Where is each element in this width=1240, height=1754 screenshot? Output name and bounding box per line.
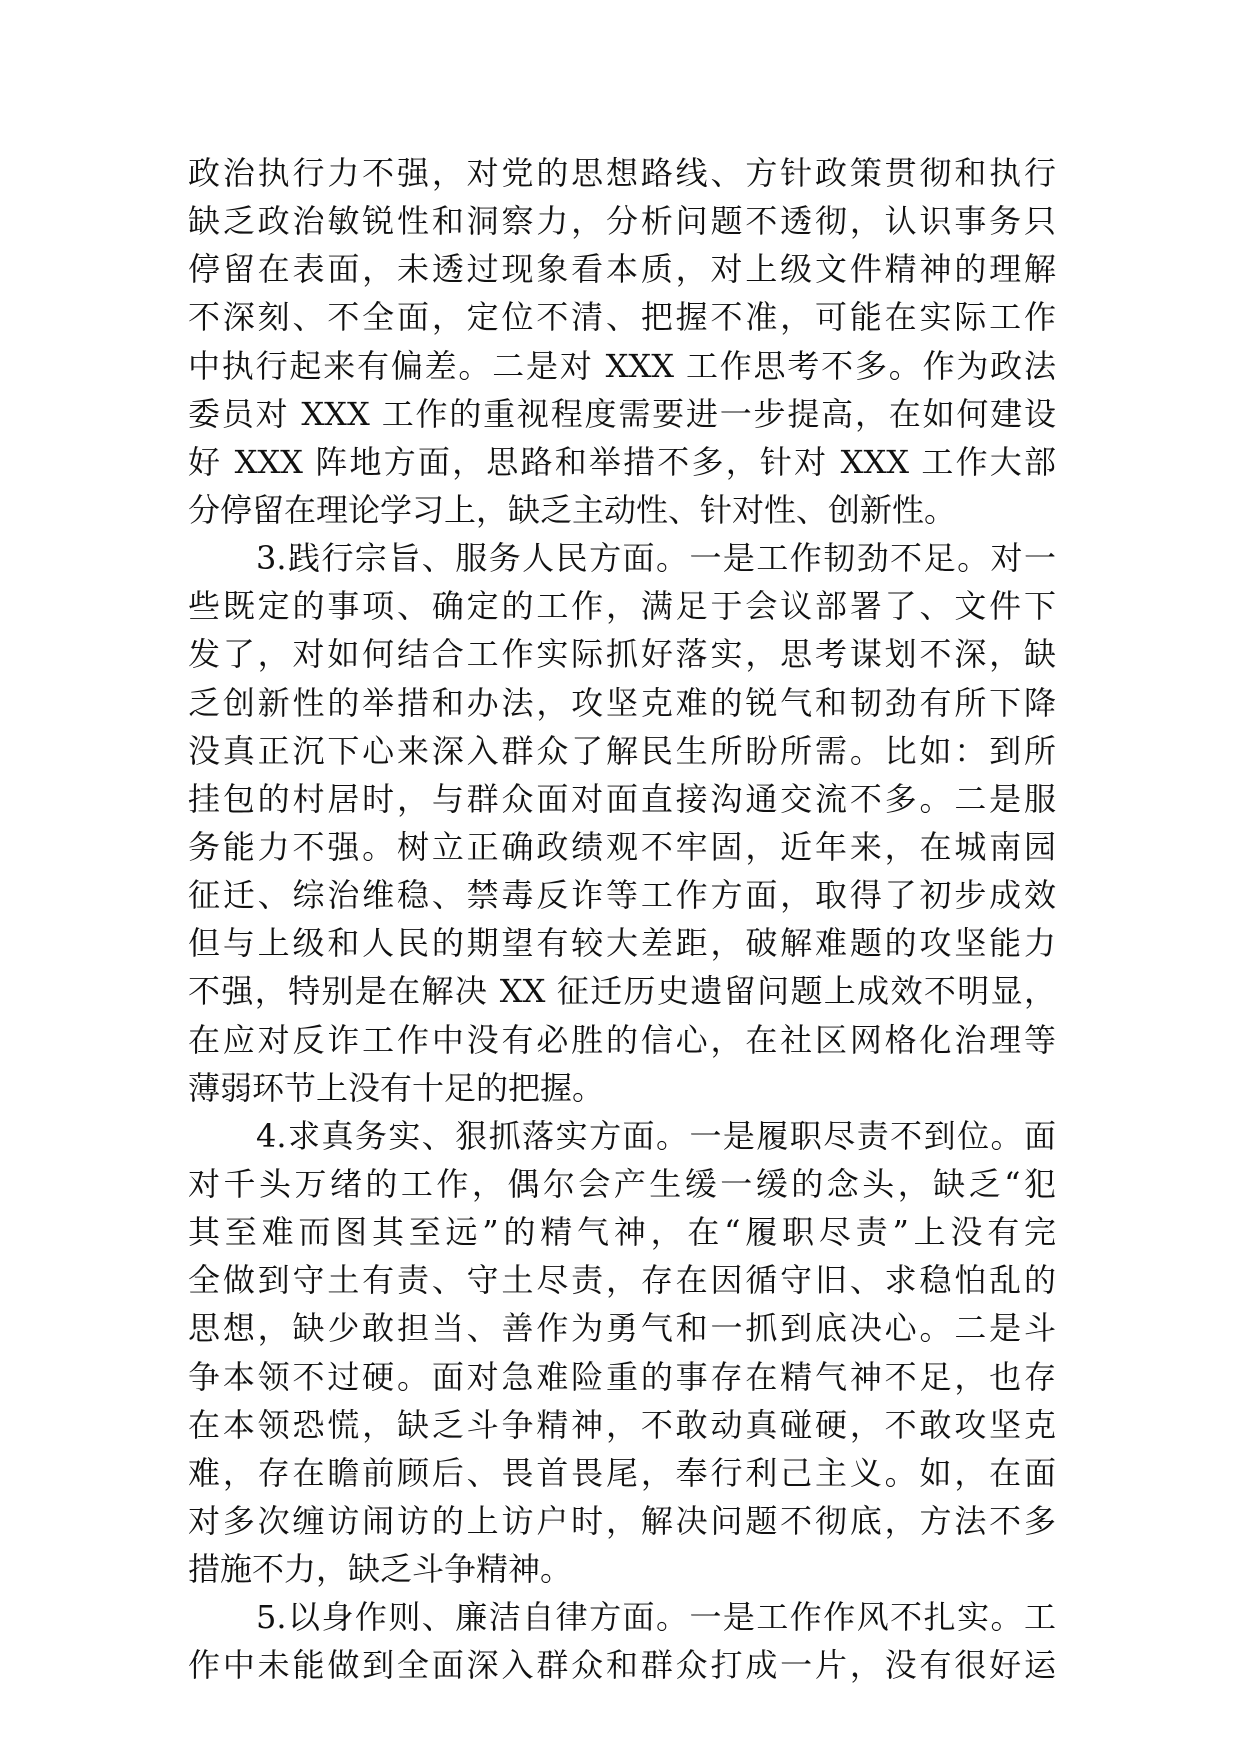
paragraph-heading-line: 5.以身作则、廉洁自律方面。一是工作作风不扎实。工 xyxy=(256,1598,1056,1637)
text-line: 委员对 XXX 工作的重视程度需要进一步提高，在如何建设 xyxy=(188,394,1056,433)
text-line: 措施不力，缺乏斗争精神。 xyxy=(188,1550,573,1589)
text-line: 缺乏政治敏锐性和洞察力，分析问题不透彻，认识事务只 xyxy=(188,202,1056,241)
text-line: 政治执行力不强，对党的思想路线、方针政策贯彻和执行 xyxy=(188,154,1056,192)
text-line: 不强，特别是在解决 XX 征迁历史遗留问题上成效不明显， xyxy=(188,972,1056,1011)
text-line: 难，存在瞻前顾后、畏首畏尾，奉行利己主义。如，在面 xyxy=(188,1453,1056,1492)
text-line: 思想，缺少敢担当、善作为勇气和一抓到底决心。二是斗 xyxy=(188,1309,1056,1348)
text-line: 停留在表面，未透过现象看本质，对上级文件精神的理解 xyxy=(188,250,1056,289)
text-line: 乏创新性的举措和办法，攻坚克难的锐气和韧劲有所下降 xyxy=(188,683,1056,722)
paragraph-heading-line: 4.求真务实、狠抓落实方面。一是履职尽责不到位。面 xyxy=(256,1116,1056,1155)
text-line: 务能力不强。树立正确政绩观不牢固，近年来，在城南园 xyxy=(188,827,1056,866)
text-line: 其至难而图其至远”的精气神，在“履职尽责”上没有完 xyxy=(188,1213,1056,1252)
text-line: 挂包的村居时，与群众面对面直接沟通交流不多。二是服 xyxy=(188,779,1056,818)
text-line: 薄弱环节上没有十足的把握。 xyxy=(188,1068,605,1107)
text-line: 全做到守土有责、守土尽责，存在因循守旧、求稳怕乱的 xyxy=(188,1261,1056,1300)
text-line: 不深刻、不全面，定位不清、把握不准，可能在实际工作 xyxy=(188,298,1056,337)
text-line: 但与上级和人民的期望有较大差距，破解难题的攻坚能力 xyxy=(188,924,1056,963)
body-text xyxy=(188,149,1056,1690)
text-line: 对千头万绪的工作，偶尔会产生缓一缓的念头，缺乏“犯 xyxy=(188,1164,1056,1203)
text-line: 征迁、综治维稳、禁毒反诈等工作方面，取得了初步成效 xyxy=(188,876,1056,915)
text-line: 好 XXX 阵地方面，思路和举措不多，针对 XXX 工作大部 xyxy=(188,442,1056,481)
text-line: 没真正沉下心来深入群众了解民生所盼所需。比如：到所 xyxy=(188,731,1056,770)
paragraph-heading-line: 3.践行宗旨、服务人民方面。一是工作韧劲不足。对一 xyxy=(256,539,1056,578)
text-line: 分停留在理论学习上，缺乏主动性、针对性、创新性。 xyxy=(188,490,957,529)
text-line: 在应对反诈工作中没有必胜的信心，在社区网格化治理等 xyxy=(188,1020,1056,1059)
text-line: 中执行起来有偏差。二是对 XXX 工作思考不多。作为政法 xyxy=(188,346,1056,385)
text-line: 在本领恐慌，缺乏斗争精神，不敢动真碰硬，不敢攻坚克 xyxy=(188,1405,1056,1444)
text-line: 争本领不过硬。面对急难险重的事存在精气神不足，也存 xyxy=(188,1357,1056,1396)
text-line: 发了，对如何结合工作实际抓好落实，思考谋划不深，缺 xyxy=(188,635,1056,674)
text-line: 作中未能做到全面深入群众和群众打成一片，没有很好运 xyxy=(188,1646,1056,1685)
text-line: 对多次缠访闹访的上访户时，解决问题不彻底，方法不多 xyxy=(188,1501,1056,1540)
text-line: 些既定的事项、确定的工作，满足于会议部署了、文件下 xyxy=(188,587,1056,626)
